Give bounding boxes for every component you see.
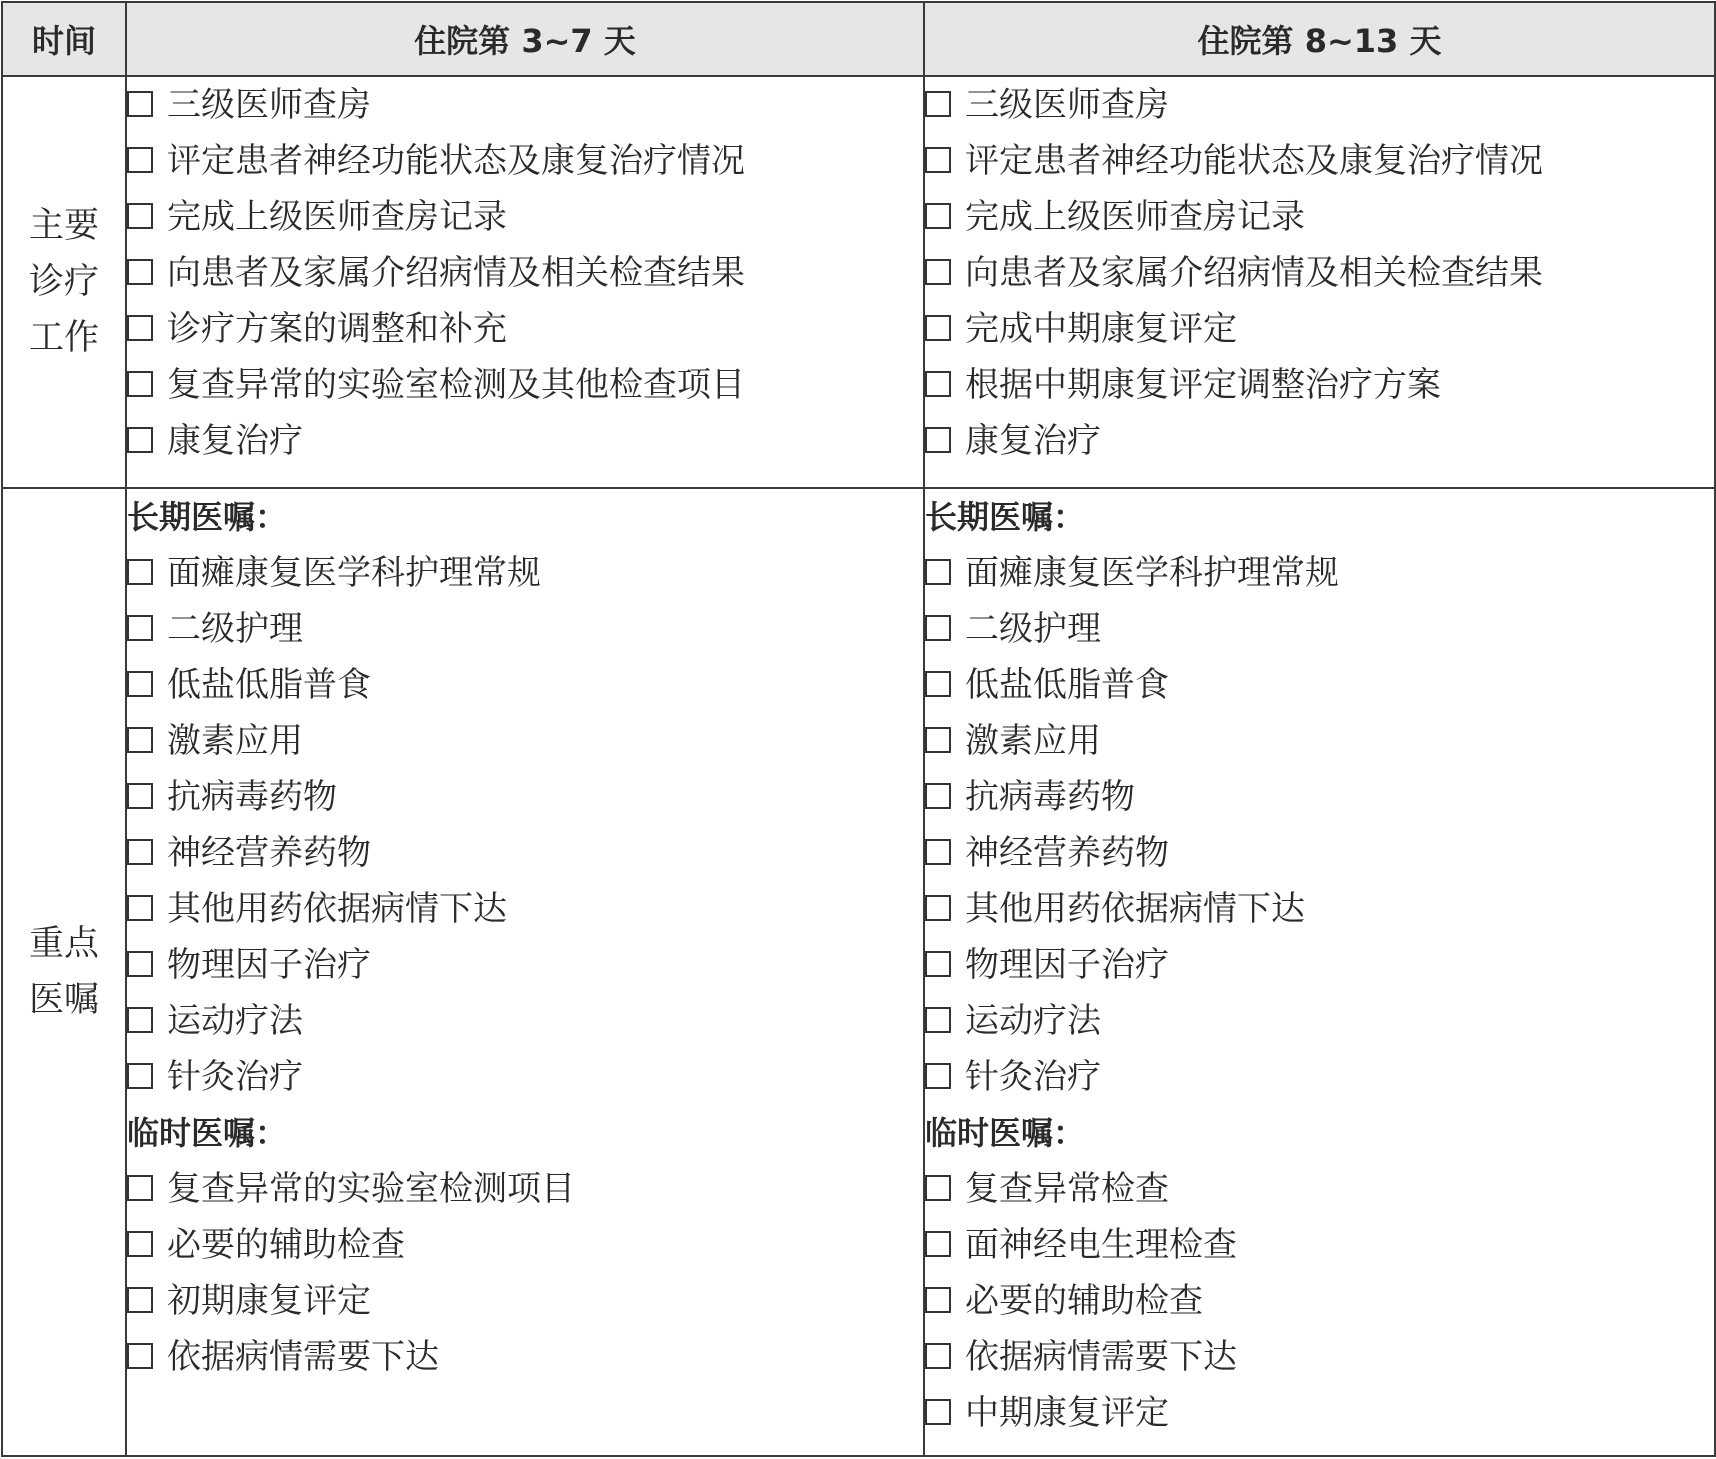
checkbox[interactable] — [127, 259, 153, 285]
checkbox[interactable] — [925, 559, 951, 585]
checklist-item — [127, 1161, 923, 1217]
checklist-item — [925, 937, 1714, 993]
work-cell-col2 — [924, 76, 1715, 488]
temporary-orders-title: 临时医嘱： — [925, 1114, 1086, 1152]
item-text: 中期康复评定 — [965, 1393, 1169, 1433]
item-text: 根据中期康复评定调整治疗方案 — [965, 365, 1441, 405]
item-text: 复查异常检查 — [965, 1169, 1169, 1209]
item-text: 运动疗法 — [167, 1001, 303, 1041]
item-text: 其他用药依据病情下达 — [167, 889, 507, 929]
checkbox[interactable] — [127, 1175, 153, 1201]
item-text: 激素应用 — [965, 721, 1101, 761]
item-text: 复查异常的实验室检测项目 — [167, 1169, 575, 1209]
checkbox[interactable] — [925, 315, 951, 341]
item-text: 评定患者神经功能状态及康复治疗情况 — [167, 141, 745, 181]
work-row — [2, 76, 1715, 488]
checklist-item — [127, 1049, 923, 1105]
checkbox[interactable] — [127, 1287, 153, 1313]
checklist-item — [127, 1217, 923, 1273]
item-text: 物理因子治疗 — [965, 945, 1169, 985]
checkbox[interactable] — [925, 895, 951, 921]
item-text: 针灸治疗 — [965, 1057, 1101, 1097]
work-label-line: 主要 — [28, 206, 99, 246]
item-text: 物理因子治疗 — [167, 945, 371, 985]
checklist-item — [127, 937, 923, 993]
checklist-item — [925, 301, 1714, 357]
checkbox[interactable] — [925, 1287, 951, 1313]
checkbox[interactable] — [925, 783, 951, 809]
checkbox[interactable] — [925, 1063, 951, 1089]
checklist-item — [127, 413, 923, 469]
checklist-item — [925, 189, 1714, 245]
checkbox[interactable] — [127, 1063, 153, 1089]
checkbox[interactable] — [925, 839, 951, 865]
checklist-item — [925, 1161, 1714, 1217]
checklist-item — [127, 601, 923, 657]
checklist-item — [127, 825, 923, 881]
header-row — [2, 2, 1715, 76]
item-text: 完成上级医师查房记录 — [167, 197, 507, 237]
item-text: 运动疗法 — [965, 1001, 1101, 1041]
checklist-item — [925, 601, 1714, 657]
checklist-item — [925, 713, 1714, 769]
item-text: 面瘫康复医学科护理常规 — [965, 553, 1339, 593]
checkbox[interactable] — [127, 371, 153, 397]
item-text: 其他用药依据病情下达 — [965, 889, 1305, 929]
checklist-item — [925, 357, 1714, 413]
item-text: 神经营养药物 — [167, 833, 371, 873]
item-text: 抗病毒药物 — [965, 777, 1135, 817]
checkbox[interactable] — [925, 1399, 951, 1425]
checklist-item — [127, 301, 923, 357]
orders-row-label — [2, 488, 126, 1456]
checklist-item — [127, 1329, 923, 1385]
checklist-item — [925, 1385, 1714, 1441]
clinical-pathway-table — [1, 1, 1716, 1457]
checklist-item — [925, 1049, 1714, 1105]
checkbox[interactable] — [925, 259, 951, 285]
checklist-item — [925, 769, 1714, 825]
checkbox[interactable] — [127, 1231, 153, 1257]
item-text: 依据病情需要下达 — [167, 1337, 439, 1377]
checkbox[interactable] — [925, 203, 951, 229]
item-text: 初期康复评定 — [167, 1281, 371, 1321]
item-text: 神经营养药物 — [965, 833, 1169, 873]
long-term-orders-title: 长期医嘱： — [925, 498, 1086, 536]
checkbox[interactable] — [925, 371, 951, 397]
checkbox[interactable] — [127, 839, 153, 865]
checkbox[interactable] — [925, 91, 951, 117]
item-text: 二级护理 — [167, 609, 303, 649]
item-text: 二级护理 — [965, 609, 1101, 649]
item-text: 必要的辅助检查 — [167, 1225, 405, 1265]
checklist-item — [127, 245, 923, 301]
item-text: 激素应用 — [167, 721, 303, 761]
header-day-8-13: 住院第 8~13 天 — [924, 2, 1715, 76]
item-text: 低盐低脂普食 — [965, 665, 1169, 705]
checklist-item — [127, 545, 923, 601]
checklist-item — [925, 413, 1714, 469]
item-text: 诊疗方案的调整和补充 — [167, 309, 507, 349]
checklist-item — [127, 77, 923, 133]
work-row-label — [2, 76, 126, 488]
checklist-item — [925, 133, 1714, 189]
item-text: 向患者及家属介绍病情及相关检查结果 — [965, 253, 1543, 293]
checklist-item — [127, 1273, 923, 1329]
checkbox[interactable] — [925, 615, 951, 641]
work-label-line: 诊疗 — [28, 262, 99, 302]
checkbox[interactable] — [127, 559, 153, 585]
header-day-3-7: 住院第 3~7 天 — [126, 2, 924, 76]
checkbox[interactable] — [127, 315, 153, 341]
orders-cell-col2 — [924, 488, 1715, 1456]
item-text: 三级医师查房 — [167, 85, 371, 125]
orders-label-line: 医嘱 — [28, 980, 99, 1020]
checkbox[interactable] — [127, 671, 153, 697]
checklist-item — [925, 881, 1714, 937]
item-text: 康复治疗 — [965, 421, 1101, 461]
item-text: 完成上级医师查房记录 — [965, 197, 1305, 237]
long-term-orders-title: 长期医嘱： — [127, 498, 288, 536]
checkbox[interactable] — [127, 951, 153, 977]
checklist-item — [925, 1217, 1714, 1273]
header-time: 时间 — [2, 2, 126, 76]
temporary-orders-title: 临时医嘱： — [127, 1114, 288, 1152]
checkbox[interactable] — [925, 1007, 951, 1033]
checkbox[interactable] — [925, 1343, 951, 1369]
item-text: 完成中期康复评定 — [965, 309, 1237, 349]
orders-cell-col1 — [126, 488, 924, 1456]
item-text: 复查异常的实验室检测及其他检查项目 — [167, 365, 745, 405]
checklist-item — [925, 657, 1714, 713]
checkbox[interactable] — [925, 147, 951, 173]
work-cell-col1 — [126, 76, 924, 488]
item-text: 针灸治疗 — [167, 1057, 303, 1097]
checklist-item — [925, 825, 1714, 881]
checkbox[interactable] — [127, 615, 153, 641]
checklist-item — [127, 657, 923, 713]
item-text: 抗病毒药物 — [167, 777, 337, 817]
checklist-item — [127, 881, 923, 937]
checkbox[interactable] — [127, 147, 153, 173]
checkbox[interactable] — [925, 951, 951, 977]
item-text: 依据病情需要下达 — [965, 1337, 1237, 1377]
item-text: 评定患者神经功能状态及康复治疗情况 — [965, 141, 1543, 181]
orders-label-line: 重点 — [28, 924, 99, 964]
item-text: 三级医师查房 — [965, 85, 1169, 125]
checklist-item — [127, 993, 923, 1049]
checklist-item — [127, 769, 923, 825]
item-text: 低盐低脂普食 — [167, 665, 371, 705]
item-text: 面神经电生理检查 — [965, 1225, 1237, 1265]
checkbox[interactable] — [127, 783, 153, 809]
item-text: 面瘫康复医学科护理常规 — [167, 553, 541, 593]
checklist-item — [127, 713, 923, 769]
checkbox[interactable] — [127, 91, 153, 117]
item-text: 向患者及家属介绍病情及相关检查结果 — [167, 253, 745, 293]
orders-row — [2, 488, 1715, 1456]
checkbox[interactable] — [127, 427, 153, 453]
item-text: 必要的辅助检查 — [965, 1281, 1203, 1321]
checklist-item — [925, 545, 1714, 601]
work-label-line: 工作 — [28, 318, 99, 358]
item-text: 康复治疗 — [167, 421, 303, 461]
checklist-item — [925, 77, 1714, 133]
checkbox[interactable] — [925, 427, 951, 453]
checkbox[interactable] — [925, 1175, 951, 1201]
checkbox[interactable] — [127, 1007, 153, 1033]
checkbox[interactable] — [127, 203, 153, 229]
checklist-item — [127, 133, 923, 189]
checklist-item — [925, 1329, 1714, 1385]
checkbox[interactable] — [925, 727, 951, 753]
checkbox[interactable] — [925, 671, 951, 697]
checklist-item — [127, 357, 923, 413]
checklist-item — [925, 245, 1714, 301]
checkbox[interactable] — [127, 727, 153, 753]
checklist-item — [925, 1273, 1714, 1329]
checklist-item — [925, 993, 1714, 1049]
checkbox[interactable] — [127, 895, 153, 921]
checklist-item — [127, 189, 923, 245]
checkbox[interactable] — [925, 1231, 951, 1257]
checkbox[interactable] — [127, 1343, 153, 1369]
